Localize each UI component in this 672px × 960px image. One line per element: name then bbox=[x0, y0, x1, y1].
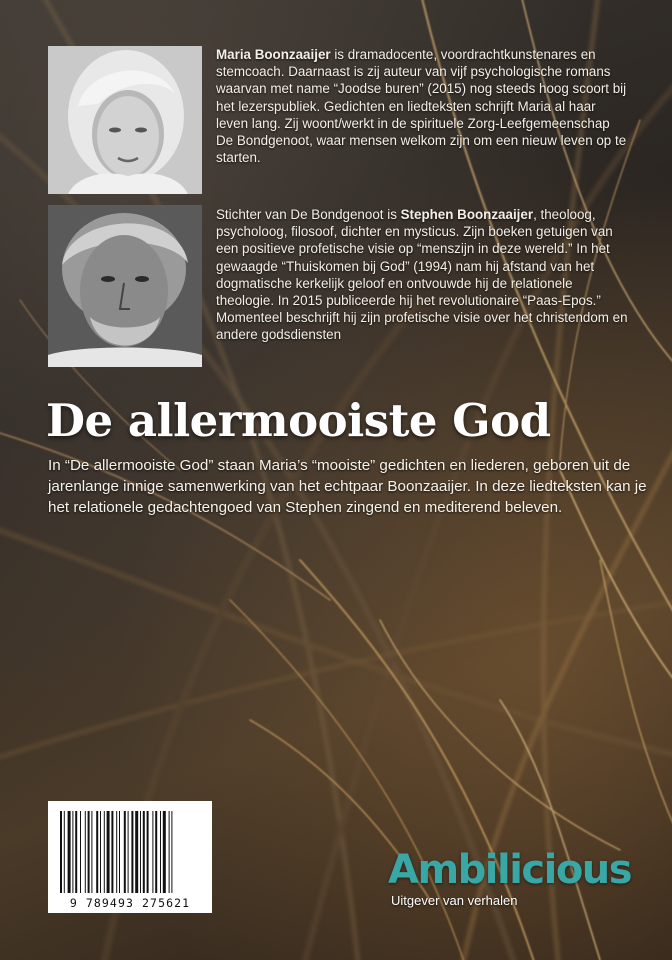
book-title: De allermooiste God bbox=[46, 394, 551, 447]
author-name-stephen: Stephen Boonzaaijer bbox=[400, 207, 534, 222]
barcode-bars bbox=[58, 811, 202, 893]
publisher-logo: Ambilicious bbox=[388, 847, 632, 893]
bio-stephen bbox=[216, 206, 630, 344]
publisher-tagline: Uitgever van verhalen bbox=[391, 893, 518, 908]
bio-stephen-text: , theoloog, psycholoog, filosoof, dichter en mysticus. Zijn boeken getuigen van een positieve profetische visie op “menszijn in deze wereld.” In het gewaagde “Thuiskomen bij God” (1994) nam hij afstand van het dogmatische kerkelijk geloof en ontvouwde hij de relationele theologie. In 2015 publiceerde hij het revolutionaire “Paas-Epos.” Momenteel beschrijft hij zijn profetische visie over het christendom en andere godsdiensten bbox=[216, 207, 628, 343]
bio-maria bbox=[216, 46, 630, 166]
isbn-number: 9 789493 275621 bbox=[69, 896, 191, 910]
author-photo-maria bbox=[48, 46, 202, 194]
bio-maria-text: is dramadocente, voordrachtkunstenares en stemcoach. Daarnaast is zij auteur van vijf psychologische romans waarvan met name “Joodse buren” (2015) nog steeds hoog scoort bij het lezerspubliek. Gedichten en liedteksten schrijft Maria al haar leven lang. Zij woont/werkt in de spirituele Zorg-Leefgemeenschap De Bondgenoot, waar mensen welkom zijn om een nieuw leven op te starten. bbox=[216, 47, 627, 166]
author-photo-stephen bbox=[48, 205, 202, 367]
author-name-maria: Maria Boonzaaijer bbox=[216, 47, 331, 62]
bio-stephen-intro: Stichter van De Bondgenoot is bbox=[216, 207, 401, 222]
book-blurb: In “De allermooiste God” staan Maria’s “mooiste” gedichten en liederen, geboren uit de jarenlange innige samenwerking van het echtpaar Boonzaaijer. In deze liedteksten kan je het relationele gedachtengoed van Stephen zingend en mediterend beleven. bbox=[48, 457, 647, 516]
isbn-barcode bbox=[48, 801, 212, 913]
